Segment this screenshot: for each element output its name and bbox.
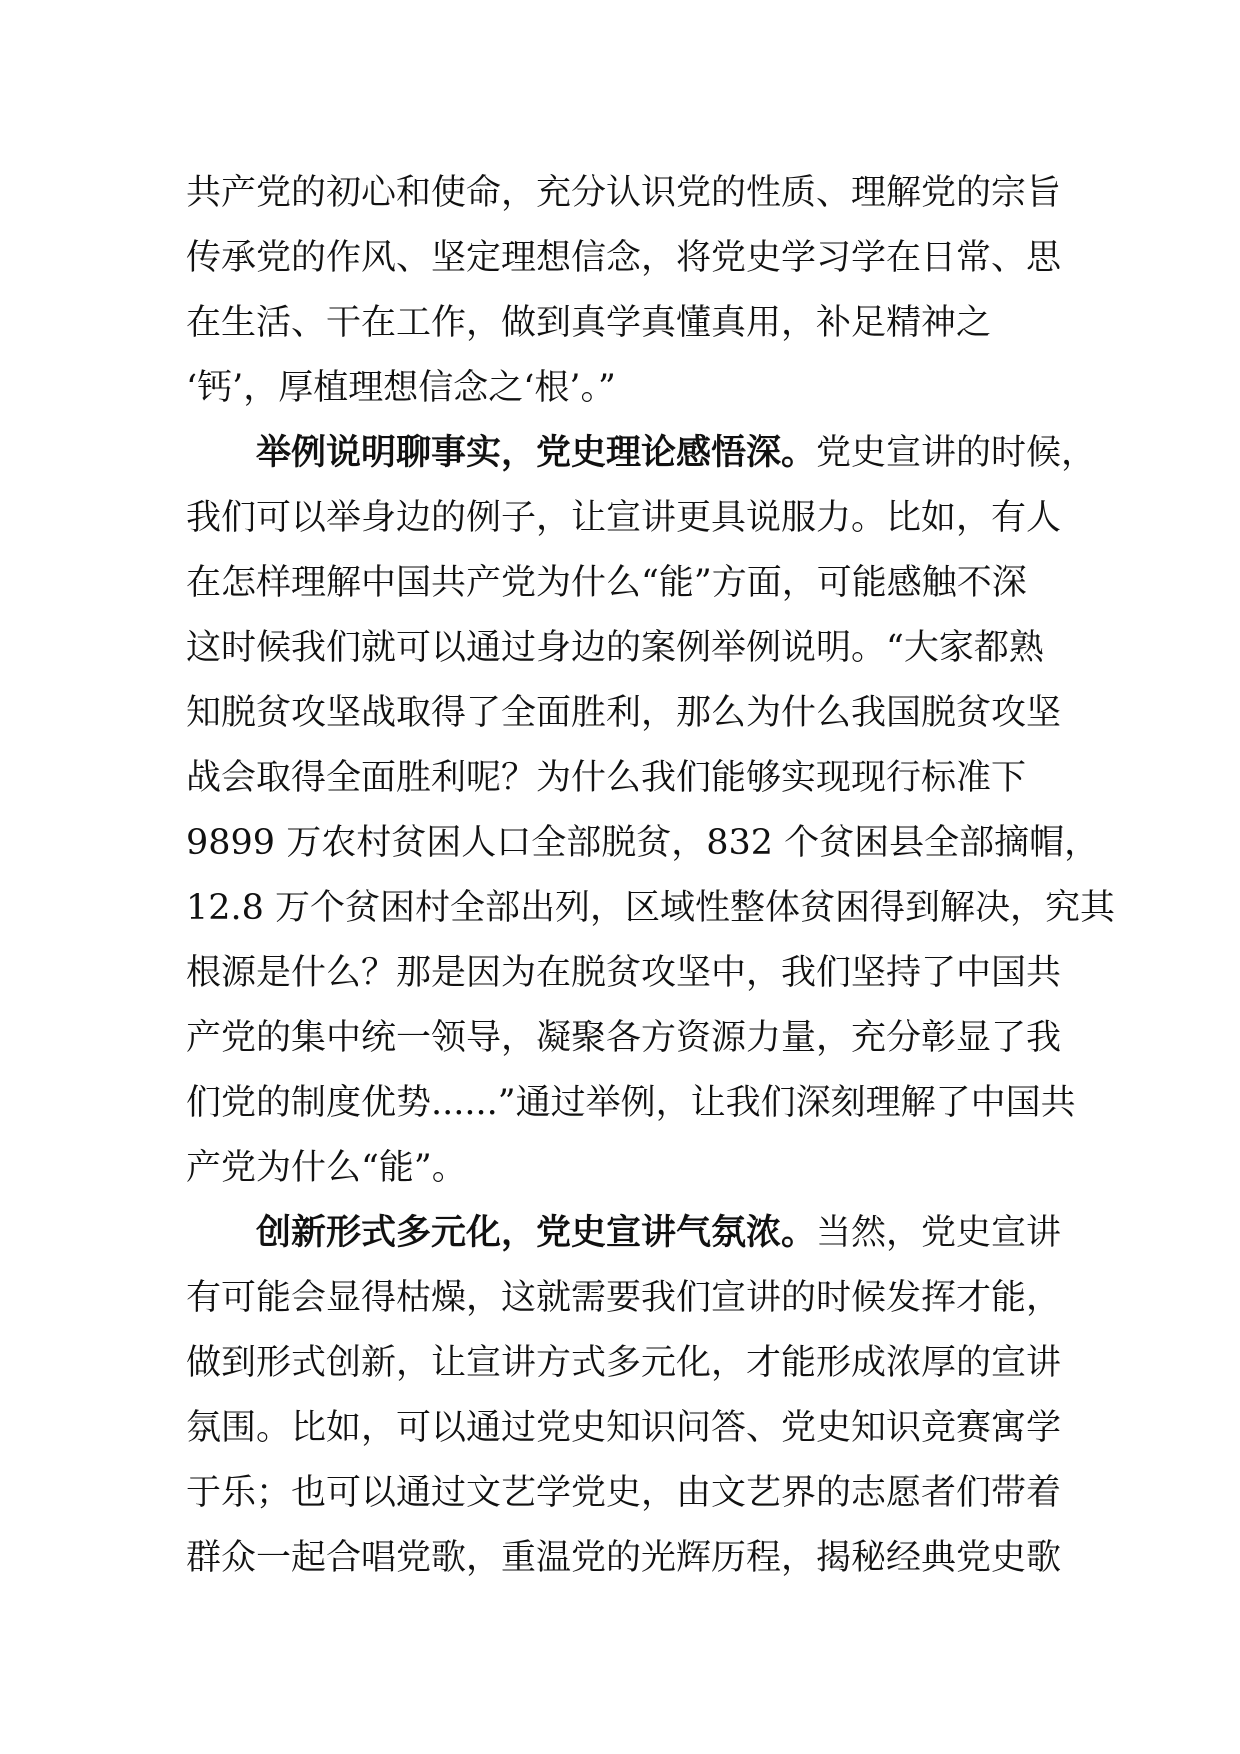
- line-text: 战会取得全面胜利呢？为什么我们能够实现现行标准下: [186, 758, 1027, 798]
- line-text: 根源是什么？那是因为在脱贫攻坚中，我们坚持了中国共: [186, 953, 1062, 993]
- text-line: [186, 1135, 1076, 1200]
- line-text: 有可能会显得枯燥，这就需要我们宣讲的时候发挥才能，: [186, 1278, 1062, 1318]
- text-line: [186, 940, 1076, 1005]
- line-text: 党史宣讲的时候，: [816, 433, 1097, 473]
- text-line: [186, 1460, 1076, 1525]
- line-text: 我们可以举身边的例子，让宣讲更具说服力。比如，有人: [186, 498, 1062, 538]
- line-text: 于乐；也可以通过文艺学党史，由文艺界的志愿者们带着: [186, 1473, 1062, 1513]
- line-text: 传承党的作风、坚定理想信念，将党史学习学在日常、思: [186, 238, 1062, 278]
- text-line: [186, 615, 1076, 680]
- text-line: [186, 1005, 1076, 1070]
- line-text: 产党为什么“能”。: [186, 1148, 467, 1188]
- line-text: 做到形式创新，让宣讲方式多元化，才能形成浓厚的宣讲: [186, 1343, 1062, 1383]
- text-line: [186, 160, 1076, 225]
- line-text: 12.8 万个贫困村全部出列，区域性整体贫困得到解决，究其: [186, 888, 1116, 928]
- bold-heading: 创新形式多元化，党史宣讲气氛浓。: [256, 1212, 817, 1253]
- text-line: [186, 1070, 1076, 1135]
- line-text: 知脱贫攻坚战取得了全面胜利，那么为什么我国脱贫攻坚: [186, 693, 1062, 733]
- text-line: [186, 1265, 1076, 1330]
- text-line: [186, 485, 1076, 550]
- line-text: 共产党的初心和使命，充分认识党的性质、理解党的宗旨: [186, 173, 1062, 213]
- paragraph-start-line: [186, 420, 1097, 485]
- line-text: 产党的集中统一领导，凝聚各方资源力量，充分彰显了我: [186, 1018, 1062, 1058]
- text-line: [186, 680, 1076, 745]
- line-text: 当然，党史宣讲: [816, 1213, 1062, 1253]
- line-text: 在怎样理解中国共产党为什么“能”方面，可能感触不深: [186, 563, 1027, 603]
- line-text: 这时候我们就可以通过身边的案例举例说明。“大家都熟: [186, 628, 1044, 668]
- text-line: [186, 225, 1076, 290]
- text-line: [186, 355, 1076, 420]
- bold-heading: 举例说明聊事实，党史理论感悟深。: [256, 432, 817, 473]
- line-text: 们党的制度优势......”通过举例，让我们深刻理解了中国共: [186, 1083, 1076, 1123]
- text-line: [186, 1330, 1076, 1395]
- line-text: 氛围。比如，可以通过党史知识问答、党史知识竞赛寓学: [186, 1408, 1062, 1448]
- text-line: [186, 1525, 1076, 1590]
- paragraph-start-line: [186, 1200, 1076, 1265]
- line-text: ‘钙’，厚植理想信念之‘根’。”: [186, 368, 616, 408]
- line-text: 群众一起合唱党歌，重温党的光辉历程，揭秘经典党史歌: [186, 1538, 1062, 1578]
- text-line: [186, 810, 1100, 875]
- text-line: [186, 745, 1076, 810]
- text-line: [186, 875, 1116, 940]
- body-text: [186, 160, 1116, 1590]
- text-line: [186, 290, 1076, 355]
- text-line: [186, 550, 1076, 615]
- line-text: 9899 万农村贫困人口全部脱贫，832 个贫困县全部摘帽，: [186, 823, 1100, 863]
- line-text: 在生活、干在工作，做到真学真懂真用，补足精神之: [186, 303, 992, 343]
- text-line: [186, 1395, 1076, 1460]
